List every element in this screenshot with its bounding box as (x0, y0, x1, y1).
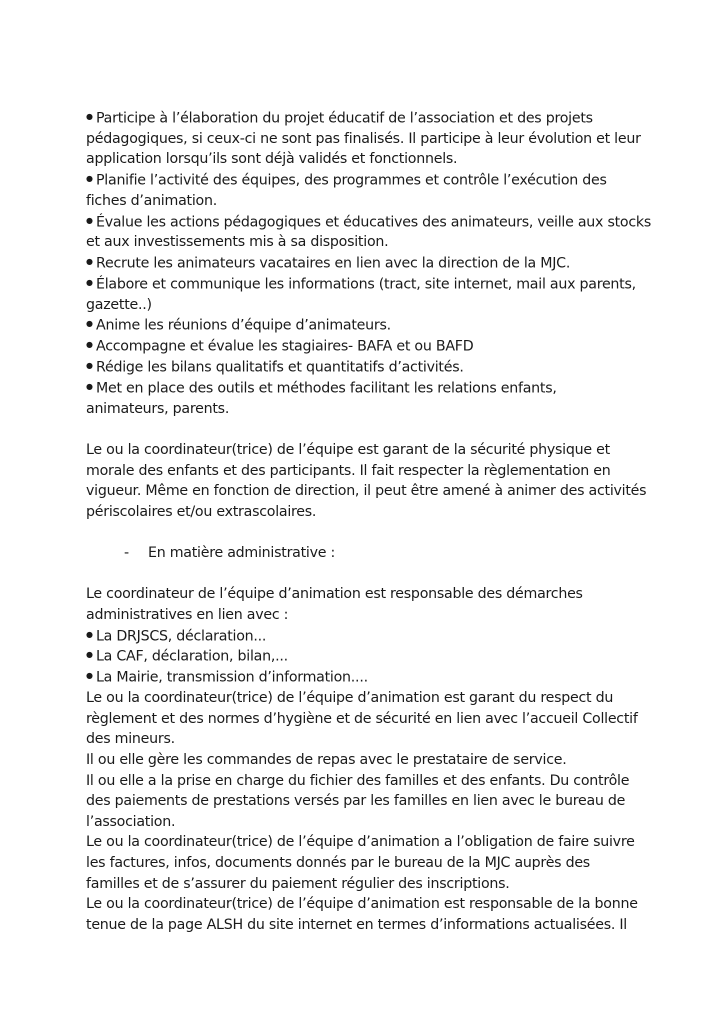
text-line (86, 149, 646, 170)
bullet-item (86, 315, 646, 336)
text-line (86, 853, 646, 874)
line-text: Anime les réunions d’équipe d’animateurs. (96, 317, 391, 334)
bullet-item (86, 357, 646, 378)
text-line (86, 894, 646, 915)
text-line (86, 709, 646, 730)
text-line (86, 750, 646, 771)
heading-dash: - (124, 545, 129, 562)
text-line (86, 915, 646, 936)
bullet-item (86, 253, 646, 274)
bullet-icon: ● (86, 215, 93, 225)
text-line (86, 874, 646, 895)
safety-paragraph (86, 440, 646, 522)
bullet-icon: ● (86, 671, 93, 681)
bullet-item (86, 626, 646, 647)
line-text: Le ou la coordinateur(trice) de l’équipe est garant de la sécurité physique et (86, 442, 610, 459)
bullet-icon: ● (86, 319, 93, 329)
line-text: Il ou elle gère les commandes de repas avec le prestataire de service. (86, 751, 567, 768)
bullet-icon: ● (86, 340, 93, 350)
bullet-item (86, 212, 651, 233)
line-text: familles et de s’assurer du paiement régulier des inscriptions. (86, 875, 510, 892)
line-text: et aux investissements mis à sa disposition. (86, 234, 389, 251)
text-line (86, 812, 646, 833)
bullet-item (86, 667, 646, 688)
bullet-item (86, 274, 646, 295)
bullet-item (86, 646, 646, 667)
document-page (86, 108, 651, 935)
line-text: règlement et des normes d’hygiène et de sécurité en lien avec l’accueil Collectif (86, 710, 638, 727)
paragraph-gap (86, 420, 646, 441)
line-text: Élabore et communique les informations (tract, site internet, mail aux parents, (96, 276, 636, 293)
text-line (86, 502, 646, 523)
line-text: Il ou elle a la prise en charge du fichier des familles et des enfants. Du contrôle (86, 772, 630, 789)
bullet-icon: ● (86, 382, 93, 392)
text-line (86, 605, 646, 626)
bullet-item (86, 336, 646, 357)
line-text: des mineurs. (86, 731, 175, 748)
text-line (86, 129, 646, 150)
responsibilities-list (86, 108, 651, 420)
administrative-paragraph (86, 584, 646, 935)
line-text: Accompagne et évalue les stagiaires- BAFA et ou BAFD (96, 338, 474, 355)
text-line (86, 771, 646, 792)
line-text: l’association. (86, 813, 176, 830)
line-text: animateurs, parents. (86, 400, 230, 417)
text-line (86, 729, 646, 750)
bullet-icon: ● (86, 112, 93, 121)
text-line (86, 481, 646, 502)
line-text: fiches d’animation. (86, 192, 217, 209)
line-text: Le ou la coordinateur(trice) de l’équipe d’animation est garant du respect du (86, 690, 614, 707)
text-line (86, 584, 646, 605)
bullet-item (86, 378, 646, 399)
text-line (86, 832, 646, 853)
line-text: tenue de la page ALSH du site internet en termes d’informations actualisées. Il (86, 916, 628, 933)
line-text: Le ou la coordinateur(trice) de l’équipe d’animation est responsable de la bonne (86, 896, 638, 913)
line-text: application lorsqu’ils sont déjà validés et fonctionnels. (86, 151, 458, 168)
line-text: La CAF, déclaration, bilan,... (96, 648, 288, 665)
text-line (86, 232, 646, 253)
bullet-icon: ● (86, 257, 93, 267)
line-text: périscolaires et/ou extrascolaires. (86, 503, 317, 520)
line-text: Le ou la coordinateur(trice) de l’équipe d’animation a l’obligation de faire suivre (86, 834, 635, 851)
bullet-icon: ● (86, 629, 93, 639)
heading-text: En matière administrative : (148, 545, 336, 562)
line-text: Recrute les animateurs vacataires en lien avec la direction de la MJC. (96, 255, 571, 272)
line-text: La DRJSCS, déclaration... (96, 627, 267, 644)
text-line (86, 461, 646, 482)
line-text: les factures, infos, documents donnés par le bureau de la MJC auprès des (86, 854, 590, 871)
line-text: La Mairie, transmission d’information.... (96, 669, 368, 686)
line-text: Rédige les bilans qualitatifs et quantitatifs d’activités. (96, 359, 464, 376)
line-text: gazette..) (86, 296, 152, 313)
line-text: vigueur. Même en fonction de direction, il peut être amené à animer des activités (86, 483, 647, 500)
text-line (86, 295, 646, 316)
line-text: Le coordinateur de l’équipe d’animation est responsable des démarches (86, 586, 583, 603)
line-text: Met en place des outils et méthodes facilitant les relations enfants, (96, 380, 557, 397)
line-text: Participe à l’élaboration du projet éducatif de l’association et des projets (96, 110, 593, 127)
line-text: morale des enfants et des participants. Il fait respecter la règlementation en (86, 462, 611, 479)
text-line (86, 688, 646, 709)
line-text: pédagogiques, si ceux-ci ne sont pas finalisés. Il participe à leur évolution et leur (86, 130, 641, 147)
bullet-icon: ● (86, 277, 93, 287)
line-text: Planifie l’activité des équipes, des programmes et contrôle l’exécution des (96, 172, 607, 189)
text-line (86, 399, 646, 420)
bullet-icon: ● (86, 650, 93, 660)
text-line (86, 440, 646, 461)
line-text: administratives en lien avec : (86, 606, 289, 623)
text-line (86, 191, 646, 212)
paragraph-gap (86, 523, 646, 544)
bullet-icon: ● (86, 174, 93, 184)
line-text: des paiements de prestations versés par les familles en lien avec le bureau de (86, 793, 626, 810)
paragraph-gap (86, 564, 646, 585)
text-line (86, 791, 646, 812)
section-heading-administrative (86, 543, 646, 564)
line-text: Évalue les actions pédagogiques et éducatives des animateurs, veille aux stocks (96, 213, 651, 230)
bullet-icon: ● (86, 361, 93, 371)
bullet-item (86, 170, 646, 191)
bullet-item (86, 108, 646, 129)
